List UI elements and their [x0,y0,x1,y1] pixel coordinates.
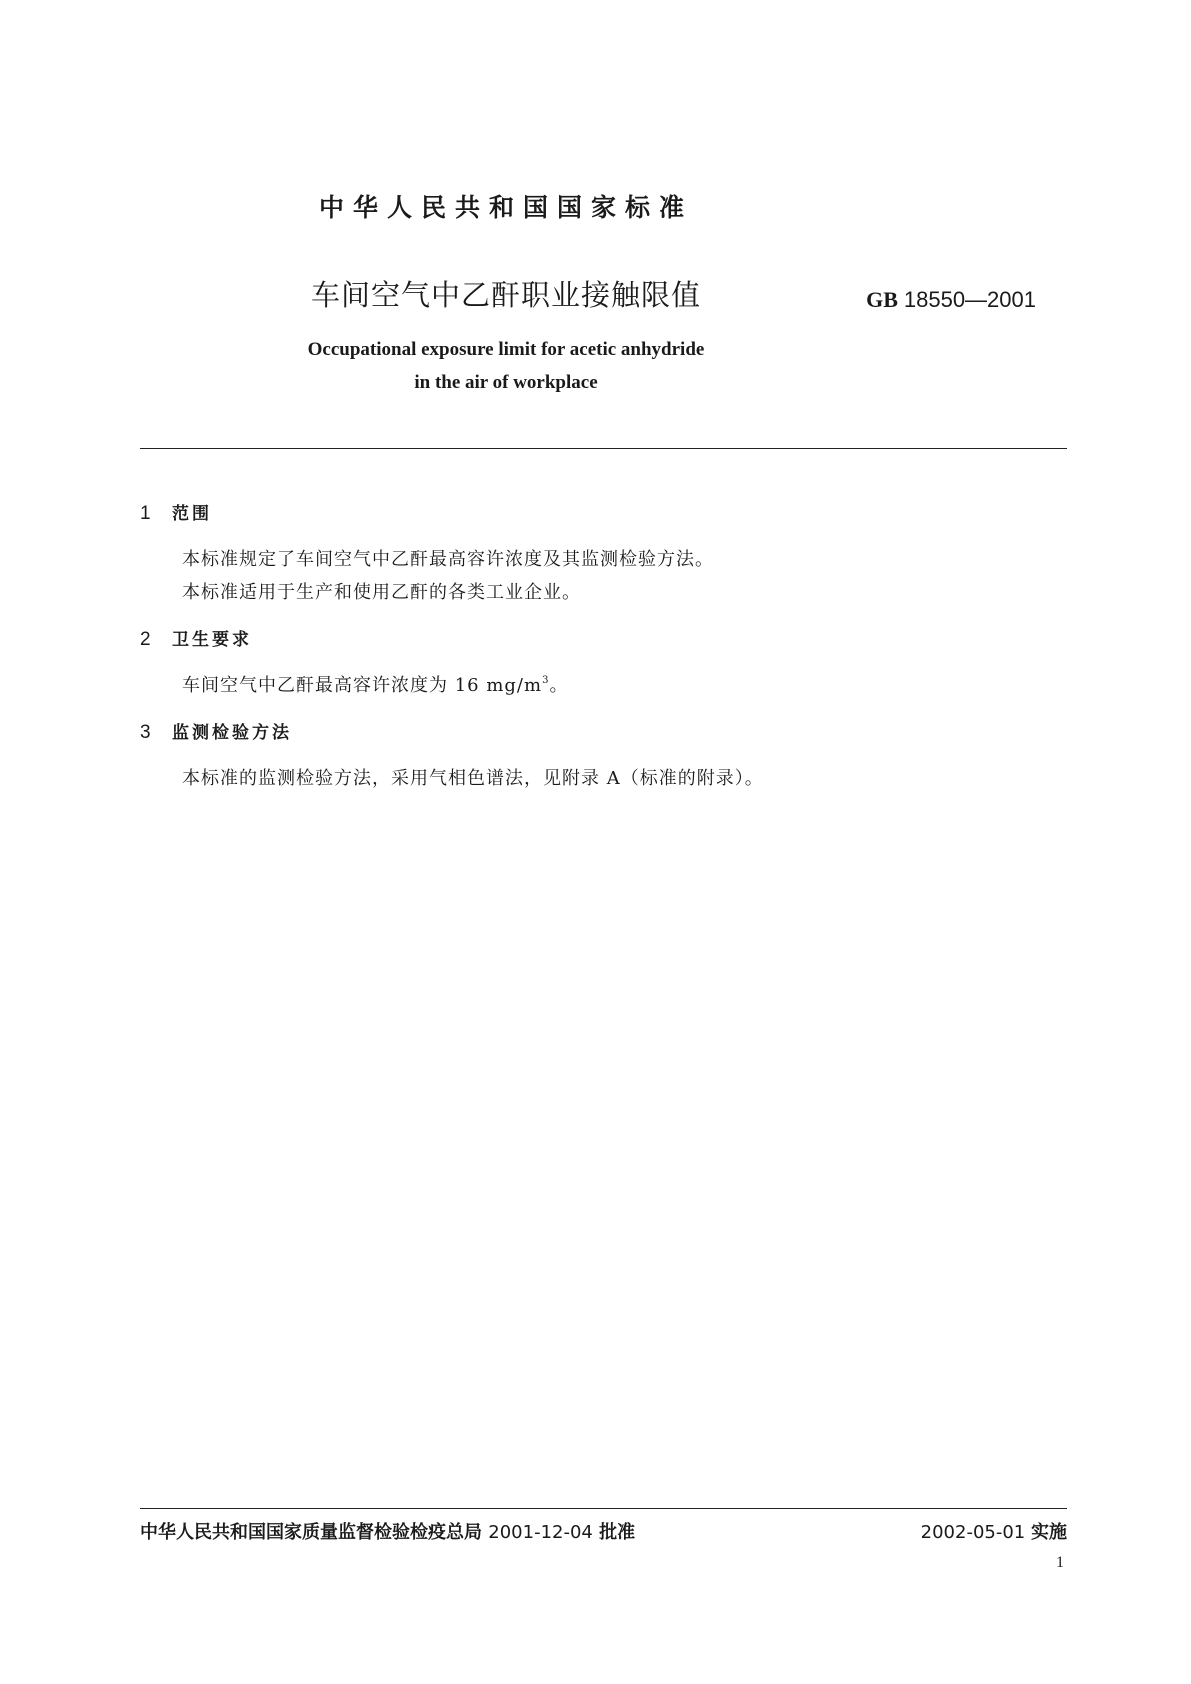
standard-prefix: GB [866,287,898,312]
footer-divider [140,1508,1067,1509]
limit-suffix: 。 [549,675,569,696]
paragraph: 本标准适用于生产和使用乙酐的各类工业企业。 [182,582,581,603]
section-title: 监测检验方法 [172,723,292,743]
standard-code: 18550—2001 [903,287,1036,312]
paragraph-limit-value [182,671,568,697]
standard-number [866,287,1036,313]
document-title-english [0,333,1012,399]
document-title-chinese: 车间空气中乙酐职业接触限值 [310,278,701,312]
section-title: 范围 [172,504,212,524]
implementation-word: 实施 [1031,1522,1067,1543]
title-en-line-1: Occupational exposure limit for acetic anhydride [307,339,705,360]
unit-superscript: 3 [542,675,550,686]
section-number: 3 [140,722,151,743]
approval-date: 2001-12-04 [488,1522,593,1543]
paragraph: 本标准的监测检验方法，采用气相色谱法，见附录 A（标准的附录）。 [182,768,764,789]
page-number: 1 [1056,1554,1064,1571]
national-standard-heading: 中华人民共和国国家标准 [318,193,693,222]
title-en-line-2: in the air of workplace [414,372,598,393]
section-number: 1 [140,503,151,524]
section-heading-hygiene [140,625,252,651]
section-heading-method [140,718,292,744]
section-number: 2 [140,629,151,650]
approval-line [140,1518,635,1544]
limit-text: 车间空气中乙酐最高容许浓度为 16 mg/m [182,675,543,696]
implementation-date: 2002-05-01 [920,1522,1026,1543]
paragraph: 本标准规定了车间空气中乙酐最高容许浓度及其监测检验方法。 [182,549,714,570]
section-heading-scope [140,499,212,525]
issuer-name: 中华人民共和国国家质量监督检验检疫总局 [140,1522,482,1543]
approval-word: 批准 [599,1522,636,1543]
header-divider [140,448,1067,449]
section-title: 卫生要求 [172,630,252,650]
implementation-line [921,1518,1067,1544]
